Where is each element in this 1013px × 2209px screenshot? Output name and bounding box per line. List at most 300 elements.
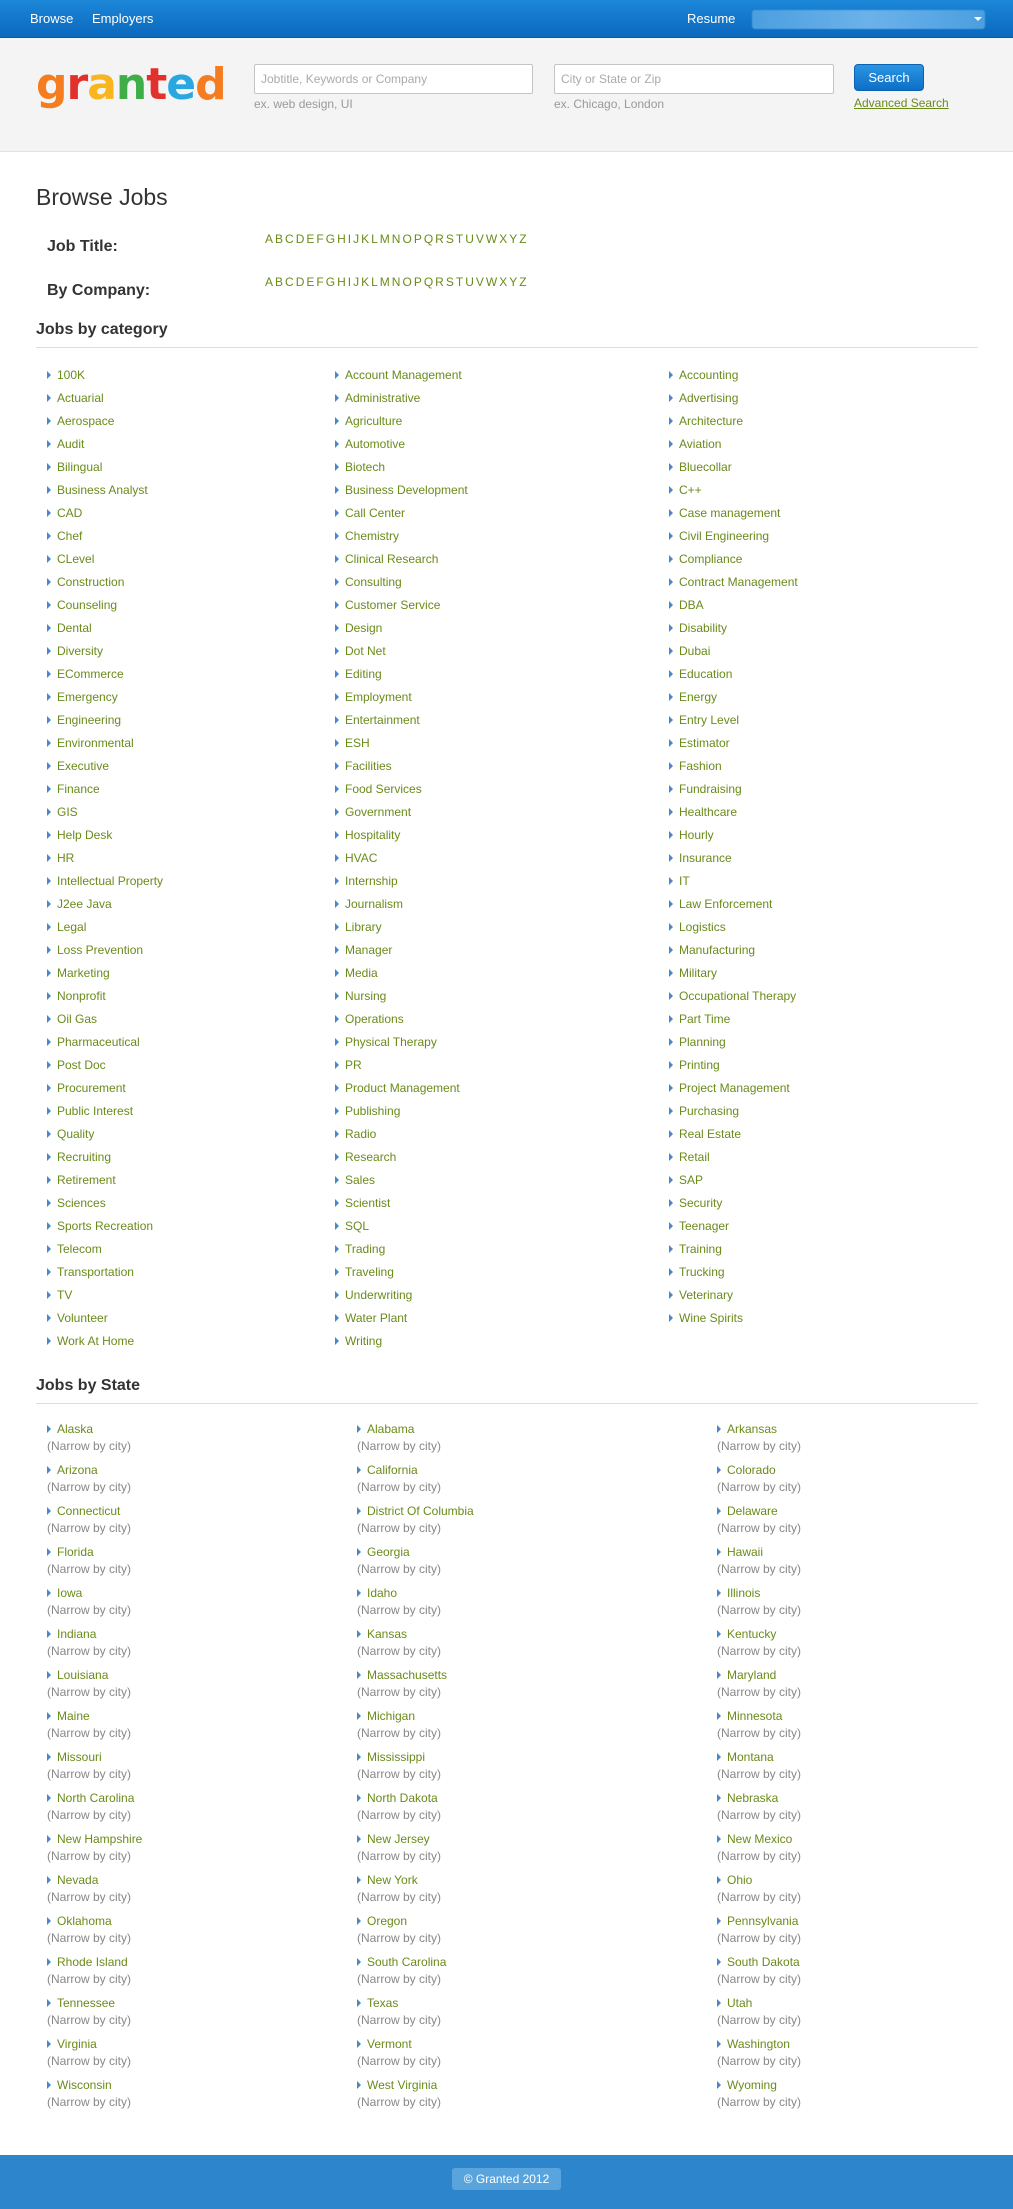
narrow-by-city-link[interactable]: (Narrow by city) [47, 1603, 132, 1617]
category-link-education[interactable]: Education [679, 667, 733, 681]
category-link-marketing[interactable]: Marketing [57, 966, 110, 980]
job-title-letter-x[interactable]: X [499, 232, 508, 246]
category-link-media[interactable]: Media [345, 966, 378, 980]
category-link-retirement[interactable]: Retirement [57, 1173, 116, 1187]
narrow-by-city-link[interactable]: (Narrow by city) [717, 1480, 802, 1494]
category-link-it[interactable]: IT [679, 874, 690, 888]
category-link-planning[interactable]: Planning [679, 1035, 726, 1049]
category-link-dubai[interactable]: Dubai [679, 644, 711, 658]
narrow-by-city-link[interactable]: (Narrow by city) [47, 1767, 132, 1781]
narrow-by-city-link[interactable]: (Narrow by city) [47, 2095, 132, 2109]
category-link-product-management[interactable]: Product Management [345, 1081, 460, 1095]
state-link-illinois[interactable]: Illinois [727, 1586, 761, 1600]
category-link-nursing[interactable]: Nursing [345, 989, 387, 1003]
category-link-hr[interactable]: HR [57, 851, 75, 865]
category-link-wine-spirits[interactable]: Wine Spirits [679, 1311, 744, 1325]
state-link-arkansas[interactable]: Arkansas [727, 1422, 778, 1436]
category-link-advertising[interactable]: Advertising [679, 391, 739, 405]
category-link-dba[interactable]: DBA [679, 598, 704, 612]
category-link-teenager[interactable]: Teenager [679, 1219, 730, 1233]
narrow-by-city-link[interactable]: (Narrow by city) [47, 1562, 132, 1576]
narrow-by-city-link[interactable]: (Narrow by city) [357, 2054, 442, 2068]
category-link-intellectual-property[interactable]: Intellectual Property [57, 874, 164, 888]
category-link-clinical-research[interactable]: Clinical Research [345, 552, 439, 566]
narrow-by-city-link[interactable]: (Narrow by city) [47, 1480, 132, 1494]
category-link-design[interactable]: Design [345, 621, 383, 635]
location-hint: ex. Chicago, London [554, 97, 665, 111]
nav-employers-link[interactable]: Employers [92, 11, 154, 26]
category-link-automotive[interactable]: Automotive [345, 437, 406, 451]
narrow-by-city-link[interactable]: (Narrow by city) [357, 2013, 442, 2027]
category-link-manager[interactable]: Manager [345, 943, 393, 957]
granted-logo[interactable] [36, 60, 226, 110]
state-link-vermont[interactable]: Vermont [367, 2037, 412, 2051]
narrow-by-city-link[interactable]: (Narrow by city) [717, 1521, 802, 1535]
category-link-scientist[interactable]: Scientist [345, 1196, 391, 1210]
state-link-kansas[interactable]: Kansas [367, 1627, 408, 1641]
state-link-nebraska[interactable]: Nebraska [727, 1791, 779, 1805]
state-link-south-carolina[interactable]: South Carolina [367, 1955, 447, 1969]
company-letter-r[interactable]: R [435, 275, 444, 289]
user-account-menu[interactable] [752, 10, 985, 29]
arrow-right-icon [357, 1876, 361, 1884]
category-link-customer-service[interactable]: Customer Service [345, 598, 441, 612]
state-link-georgia[interactable]: Georgia [367, 1545, 410, 1559]
category-link-real-estate[interactable]: Real Estate [679, 1127, 742, 1141]
category-link-recruiting[interactable]: Recruiting [57, 1150, 112, 1164]
category-link-operations[interactable]: Operations [345, 1012, 404, 1026]
category-link-sql[interactable]: SQL [345, 1219, 370, 1233]
narrow-by-city-link[interactable]: (Narrow by city) [717, 1931, 802, 1945]
narrow-by-city-link[interactable]: (Narrow by city) [357, 1972, 442, 1986]
state-link-wyoming[interactable]: Wyoming [727, 2078, 777, 2092]
state-link-texas[interactable]: Texas [367, 1996, 399, 2010]
narrow-by-city-link[interactable]: (Narrow by city) [357, 1439, 442, 1453]
narrow-by-city-link[interactable]: (Narrow by city) [47, 1972, 132, 1986]
state-link-maine[interactable]: Maine [57, 1709, 90, 1723]
category-link-100k[interactable]: 100K [57, 368, 86, 382]
job-title-letter-r[interactable]: R [435, 232, 444, 246]
state-link-west-virginia[interactable]: West Virginia [367, 2078, 438, 2092]
category-link-printing[interactable]: Printing [679, 1058, 720, 1072]
narrow-by-city-link[interactable]: (Narrow by city) [47, 1726, 132, 1740]
narrow-by-city-link[interactable]: (Narrow by city) [717, 2095, 802, 2109]
company-letter-m[interactable]: M [379, 275, 390, 289]
job-title-letter-v[interactable]: V [475, 232, 484, 246]
category-link-editing[interactable]: Editing [345, 667, 382, 681]
narrow-by-city-link[interactable]: (Narrow by city) [47, 1644, 132, 1658]
narrow-by-city-link[interactable]: (Narrow by city) [357, 1767, 442, 1781]
job-title-letter-q[interactable]: Q [423, 232, 434, 246]
state-link-wisconsin[interactable]: Wisconsin [57, 2078, 112, 2092]
state-link-alabama[interactable]: Alabama [367, 1422, 415, 1436]
category-link-sap[interactable]: SAP [679, 1173, 704, 1187]
narrow-by-city-link[interactable]: (Narrow by city) [47, 2013, 132, 2027]
state-link-oklahoma[interactable]: Oklahoma [57, 1914, 112, 1928]
category-link-gis[interactable]: GIS [57, 805, 78, 819]
narrow-by-city-link[interactable]: (Narrow by city) [717, 1685, 802, 1699]
category-link-agriculture[interactable]: Agriculture [345, 414, 403, 428]
state-link-idaho[interactable]: Idaho [367, 1586, 398, 1600]
state-link-kentucky[interactable]: Kentucky [727, 1627, 777, 1641]
narrow-by-city-link[interactable]: (Narrow by city) [717, 2054, 802, 2068]
job-title-letter-g[interactable]: G [325, 232, 336, 246]
state-link-indiana[interactable]: Indiana [57, 1627, 97, 1641]
category-link-library[interactable]: Library [345, 920, 382, 934]
category-link-work-at-home[interactable]: Work At Home [57, 1334, 135, 1348]
job-title-letter-o[interactable]: O [402, 232, 412, 246]
job-title-letter-a[interactable]: A [265, 232, 274, 246]
category-link-cad[interactable]: CAD [57, 506, 83, 520]
nav-browse-link[interactable]: Browse [30, 11, 74, 26]
arrow-right-icon [335, 992, 339, 1000]
state-link-alaska[interactable]: Alaska [57, 1422, 94, 1436]
narrow-by-city-link[interactable]: (Narrow by city) [47, 1931, 132, 1945]
category-link-food-services[interactable]: Food Services [345, 782, 422, 796]
narrow-by-city-link[interactable]: (Narrow by city) [357, 1644, 442, 1658]
narrow-by-city-link[interactable]: (Narrow by city) [47, 1849, 132, 1863]
category-link-pharmaceutical[interactable]: Pharmaceutical [57, 1035, 140, 1049]
job-title-letter-h[interactable]: H [337, 232, 346, 246]
company-letter-b[interactable]: B [275, 275, 284, 289]
state-link-north-carolina[interactable]: North Carolina [57, 1791, 135, 1805]
category-link-administrative[interactable]: Administrative [345, 391, 421, 405]
company-letter-o[interactable]: O [402, 275, 412, 289]
category-link-healthcare[interactable]: Healthcare [679, 805, 738, 819]
state-link-new-mexico[interactable]: New Mexico [727, 1832, 793, 1846]
company-letter-y[interactable]: Y [509, 275, 518, 289]
category-link-diversity[interactable]: Diversity [57, 644, 104, 658]
company-letter-q[interactable]: Q [423, 275, 434, 289]
category-link-security[interactable]: Security [679, 1196, 723, 1210]
arrow-right-icon [357, 1630, 361, 1638]
category-link-research[interactable]: Research [345, 1150, 397, 1164]
category-link-tv[interactable]: TV [57, 1288, 73, 1302]
job-title-letter-m[interactable]: M [379, 232, 390, 246]
company-letter-x[interactable]: X [499, 275, 508, 289]
narrow-by-city-link[interactable]: (Narrow by city) [717, 1808, 802, 1822]
category-link-nonprofit[interactable]: Nonprofit [57, 989, 106, 1003]
category-link-hvac[interactable]: HVAC [345, 851, 378, 865]
category-link-fashion[interactable]: Fashion [679, 759, 722, 773]
category-link-project-management[interactable]: Project Management [679, 1081, 790, 1095]
category-link-sales[interactable]: Sales [345, 1173, 376, 1187]
company-letter-w[interactable]: W [485, 275, 498, 289]
category-link-entry-level[interactable]: Entry Level [679, 713, 740, 727]
search-button[interactable]: Search [854, 64, 924, 91]
state-link-washington[interactable]: Washington [727, 2037, 790, 2051]
category-link-compliance[interactable]: Compliance [679, 552, 743, 566]
job-title-letter-d[interactable]: D [295, 232, 305, 246]
category-link-sports-recreation[interactable]: Sports Recreation [57, 1219, 154, 1233]
job-title-letter-f[interactable]: F [316, 232, 324, 246]
narrow-by-city-link[interactable]: (Narrow by city) [717, 2013, 802, 2027]
category-link-business-analyst[interactable]: Business Analyst [57, 483, 148, 497]
state-row [357, 1871, 474, 1889]
state-link-louisiana[interactable]: Louisiana [57, 1668, 109, 1682]
category-link-architecture[interactable]: Architecture [679, 414, 744, 428]
category-link-legal[interactable]: Legal [57, 920, 87, 934]
category-link-trucking[interactable]: Trucking [679, 1265, 725, 1279]
keywords-search-input[interactable] [254, 64, 533, 94]
category-link-emergency[interactable]: Emergency [57, 690, 118, 704]
category-link-hospitality[interactable]: Hospitality [345, 828, 401, 842]
narrow-by-city-link[interactable]: (Narrow by city) [47, 1685, 132, 1699]
state-link-connecticut[interactable]: Connecticut [57, 1504, 121, 1518]
category-link-c[interactable]: C++ [679, 483, 702, 497]
company-letter-d[interactable]: D [295, 275, 305, 289]
job-title-letter-l[interactable]: L [371, 232, 378, 246]
category-link-volunteer[interactable]: Volunteer [57, 1311, 108, 1325]
category-link-case-management[interactable]: Case management [679, 506, 781, 520]
category-link-writing[interactable]: Writing [345, 1334, 383, 1348]
category-link-bluecollar[interactable]: Bluecollar [679, 460, 732, 474]
state-link-california[interactable]: California [367, 1463, 418, 1477]
category-link-contract-management[interactable]: Contract Management [679, 575, 798, 589]
state-row [717, 2076, 801, 2094]
state-link-michigan[interactable]: Michigan [367, 1709, 416, 1723]
state-link-tennessee[interactable]: Tennessee [57, 1996, 116, 2010]
company-letter-l[interactable]: L [371, 275, 378, 289]
category-link-public-interest[interactable]: Public Interest [57, 1104, 134, 1118]
state-link-oregon[interactable]: Oregon [367, 1914, 408, 1928]
category-link-telecom[interactable]: Telecom [57, 1242, 102, 1256]
state-link-utah[interactable]: Utah [727, 1996, 753, 2010]
company-letter-h[interactable]: H [337, 275, 346, 289]
state-link-virginia[interactable]: Virginia [57, 2037, 97, 2051]
category-link-underwriting[interactable]: Underwriting [345, 1288, 413, 1302]
state-link-ohio[interactable]: Ohio [727, 1873, 753, 1887]
category-link-ecommerce[interactable]: ECommerce [57, 667, 124, 681]
state-link-montana[interactable]: Montana [727, 1750, 774, 1764]
category-link-construction[interactable]: Construction [57, 575, 125, 589]
company-letter-c[interactable]: C [285, 275, 294, 289]
narrow-by-city-link[interactable]: (Narrow by city) [717, 1603, 802, 1617]
category-link-j2ee-java[interactable]: J2ee Java [57, 897, 112, 911]
state-link-delaware[interactable]: Delaware [727, 1504, 778, 1518]
state-link-pennsylvania[interactable]: Pennsylvania [727, 1914, 799, 1928]
state-link-arizona[interactable]: Arizona [57, 1463, 98, 1477]
narrow-by-city-link[interactable]: (Narrow by city) [717, 1726, 802, 1740]
category-link-law-enforcement[interactable]: Law Enforcement [679, 897, 773, 911]
category-link-accounting[interactable]: Accounting [679, 368, 739, 382]
company-letter-j[interactable]: J [353, 275, 360, 289]
narrow-by-city-link[interactable]: (Narrow by city) [717, 1439, 802, 1453]
category-link-radio[interactable]: Radio [345, 1127, 377, 1141]
category-link-facilities[interactable]: Facilities [345, 759, 392, 773]
state-link-north-dakota[interactable]: North Dakota [367, 1791, 438, 1805]
category-link-account-management[interactable]: Account Management [345, 368, 462, 382]
company-letter-s[interactable]: S [445, 275, 454, 289]
state-link-new-jersey[interactable]: New Jersey [367, 1832, 430, 1846]
category-link-help-desk[interactable]: Help Desk [57, 828, 113, 842]
state-link-south-dakota[interactable]: South Dakota [727, 1955, 800, 1969]
category-link-dot-net[interactable]: Dot Net [345, 644, 386, 658]
narrow-by-city-link[interactable]: (Narrow by city) [47, 1439, 132, 1453]
state-link-missouri[interactable]: Missouri [57, 1750, 102, 1764]
category-link-training[interactable]: Training [679, 1242, 722, 1256]
company-letter-a[interactable]: A [265, 275, 274, 289]
state-link-mississippi[interactable]: Mississippi [367, 1750, 426, 1764]
state-link-iowa[interactable]: Iowa [57, 1586, 83, 1600]
state-link-new-york[interactable]: New York [367, 1873, 418, 1887]
state-link-hawaii[interactable]: Hawaii [727, 1545, 764, 1559]
category-link-purchasing[interactable]: Purchasing [679, 1104, 740, 1118]
narrow-by-city-link[interactable]: (Narrow by city) [717, 1972, 802, 1986]
category-link-physical-therapy[interactable]: Physical Therapy [345, 1035, 437, 1049]
category-link-esh[interactable]: ESH [345, 736, 370, 750]
category-link-military[interactable]: Military [679, 966, 717, 980]
category-link-energy[interactable]: Energy [679, 690, 718, 704]
arrow-right-icon [357, 1466, 361, 1474]
category-link-aerospace[interactable]: Aerospace [57, 414, 115, 428]
narrow-by-city-link[interactable]: (Narrow by city) [357, 1603, 442, 1617]
narrow-by-city-link[interactable]: (Narrow by city) [357, 1890, 442, 1904]
state-link-florida[interactable]: Florida [57, 1545, 94, 1559]
state-link-maryland[interactable]: Maryland [727, 1668, 777, 1682]
job-title-letter-p[interactable]: P [413, 232, 422, 246]
category-link-fundraising[interactable]: Fundraising [679, 782, 742, 796]
company-letter-k[interactable]: K [361, 275, 370, 289]
job-title-letter-c[interactable]: C [285, 232, 294, 246]
company-letter-u[interactable]: U [465, 275, 474, 289]
category-link-actuarial[interactable]: Actuarial [57, 391, 104, 405]
narrow-by-city-link[interactable]: (Narrow by city) [357, 2095, 442, 2109]
category-link-water-plant[interactable]: Water Plant [345, 1311, 408, 1325]
narrow-by-city-link[interactable]: (Narrow by city) [357, 1562, 442, 1576]
category-link-journalism[interactable]: Journalism [345, 897, 404, 911]
company-letter-n[interactable]: N [391, 275, 401, 289]
company-letter-e[interactable]: E [306, 275, 315, 289]
narrow-by-city-link[interactable]: (Narrow by city) [357, 1931, 442, 1945]
category-link-loss-prevention[interactable]: Loss Prevention [57, 943, 144, 957]
narrow-by-city-link[interactable]: (Narrow by city) [357, 1480, 442, 1494]
category-link-business-development[interactable]: Business Development [345, 483, 468, 497]
category-link-call-center[interactable]: Call Center [345, 506, 406, 520]
narrow-by-city-link[interactable]: (Narrow by city) [357, 1685, 442, 1699]
category-link-part-time[interactable]: Part Time [679, 1012, 731, 1026]
company-letter-i[interactable]: I [347, 275, 352, 289]
category-link-post-doc[interactable]: Post Doc [57, 1058, 106, 1072]
job-title-letter-t[interactable]: T [455, 232, 464, 246]
category-link-disability[interactable]: Disability [679, 621, 728, 635]
narrow-by-city-link[interactable]: (Narrow by city) [357, 1726, 442, 1740]
category-link-clevel[interactable]: CLevel [57, 552, 95, 566]
state-link-colorado[interactable]: Colorado [727, 1463, 776, 1477]
category-link-government[interactable]: Government [345, 805, 412, 819]
job-title-letter-b[interactable]: B [275, 232, 284, 246]
narrow-by-city-link[interactable]: (Narrow by city) [47, 2054, 132, 2068]
category-link-environmental[interactable]: Environmental [57, 736, 134, 750]
category-link-occupational-therapy[interactable]: Occupational Therapy [679, 989, 797, 1003]
advanced-search-link[interactable]: Advanced Search [854, 96, 949, 110]
category-link-audit[interactable]: Audit [57, 437, 85, 451]
narrow-by-city-link[interactable]: (Narrow by city) [717, 1849, 802, 1863]
category-link-pr[interactable]: PR [345, 1058, 362, 1072]
company-letter-g[interactable]: G [325, 275, 336, 289]
job-title-letter-i[interactable]: I [347, 232, 352, 246]
category-link-quality[interactable]: Quality [57, 1127, 95, 1141]
category-link-internship[interactable]: Internship [345, 874, 398, 888]
narrow-by-city-link[interactable]: (Narrow by city) [717, 1562, 802, 1576]
category-link-engineering[interactable]: Engineering [57, 713, 122, 727]
job-title-letter-z[interactable]: Z [519, 232, 527, 246]
state-link-nevada[interactable]: Nevada [57, 1873, 99, 1887]
logo-letter: e [166, 59, 196, 110]
state-link-rhode-island[interactable]: Rhode Island [57, 1955, 128, 1969]
state-link-massachusetts[interactable]: Massachusetts [367, 1668, 448, 1682]
category-link-estimator[interactable]: Estimator [679, 736, 730, 750]
category-link-publishing[interactable]: Publishing [345, 1104, 401, 1118]
category-link-procurement[interactable]: Procurement [57, 1081, 126, 1095]
narrow-by-city-link[interactable]: (Narrow by city) [47, 1808, 132, 1822]
narrow-by-city-link[interactable]: (Narrow by city) [357, 1849, 442, 1863]
job-title-letter-s[interactable]: S [445, 232, 454, 246]
company-letter-p[interactable]: P [413, 275, 422, 289]
category-link-manufacturing[interactable]: Manufacturing [679, 943, 756, 957]
category-link-biotech[interactable]: Biotech [345, 460, 386, 474]
category-link-consulting[interactable]: Consulting [345, 575, 402, 589]
company-letter-v[interactable]: V [475, 275, 484, 289]
narrow-by-city-link[interactable]: (Narrow by city) [357, 1521, 442, 1535]
location-search-input[interactable] [554, 64, 834, 94]
state-link-minnesota[interactable]: Minnesota [727, 1709, 783, 1723]
narrow-by-city-link[interactable]: (Narrow by city) [47, 1890, 132, 1904]
narrow-by-city-link[interactable]: (Narrow by city) [357, 1808, 442, 1822]
category-link-finance[interactable]: Finance [57, 782, 100, 796]
category-link-civil-engineering[interactable]: Civil Engineering [679, 529, 770, 543]
state-item [357, 1748, 474, 1789]
state-link-district-of-columbia[interactable]: District Of Columbia [367, 1504, 474, 1518]
job-title-letter-n[interactable]: N [391, 232, 401, 246]
state-link-new-hampshire[interactable]: New Hampshire [57, 1832, 143, 1846]
company-letter-z[interactable]: Z [519, 275, 527, 289]
category-link-veterinary[interactable]: Veterinary [679, 1288, 734, 1302]
category-link-chemistry[interactable]: Chemistry [345, 529, 400, 543]
category-link-executive[interactable]: Executive [57, 759, 110, 773]
job-title-letter-w[interactable]: W [485, 232, 498, 246]
category-link-retail[interactable]: Retail [679, 1150, 710, 1164]
category-link-logistics[interactable]: Logistics [679, 920, 726, 934]
category-link-insurance[interactable]: Insurance [679, 851, 732, 865]
category-link-oil-gas[interactable]: Oil Gas [57, 1012, 98, 1026]
job-title-letter-j[interactable]: J [353, 232, 360, 246]
category-link-transportation[interactable]: Transportation [57, 1265, 134, 1279]
category-link-aviation[interactable]: Aviation [679, 437, 722, 451]
nav-resume-link[interactable]: Resume [687, 11, 736, 26]
narrow-by-city-link[interactable]: (Narrow by city) [47, 1521, 132, 1535]
narrow-by-city-link[interactable]: (Narrow by city) [717, 1644, 802, 1658]
narrow-by-city-link[interactable]: (Narrow by city) [717, 1890, 802, 1904]
category-link-employment[interactable]: Employment [345, 690, 412, 704]
job-title-letter-u[interactable]: U [465, 232, 474, 246]
category-link-trading[interactable]: Trading [345, 1242, 386, 1256]
job-title-letter-e[interactable]: E [306, 232, 315, 246]
category-link-entertainment[interactable]: Entertainment [345, 713, 420, 727]
category-link-chef[interactable]: Chef [57, 529, 83, 543]
job-title-letter-y[interactable]: Y [509, 232, 518, 246]
job-title-letter-k[interactable]: K [361, 232, 370, 246]
company-letter-t[interactable]: T [455, 275, 464, 289]
company-letter-f[interactable]: F [316, 275, 324, 289]
category-link-sciences[interactable]: Sciences [57, 1196, 106, 1210]
category-link-hourly[interactable]: Hourly [679, 828, 714, 842]
category-link-traveling[interactable]: Traveling [345, 1265, 394, 1279]
narrow-by-city-link[interactable]: (Narrow by city) [717, 1767, 802, 1781]
category-link-counseling[interactable]: Counseling [57, 598, 118, 612]
category-link-bilingual[interactable]: Bilingual [57, 460, 103, 474]
category-link-dental[interactable]: Dental [57, 621, 92, 635]
